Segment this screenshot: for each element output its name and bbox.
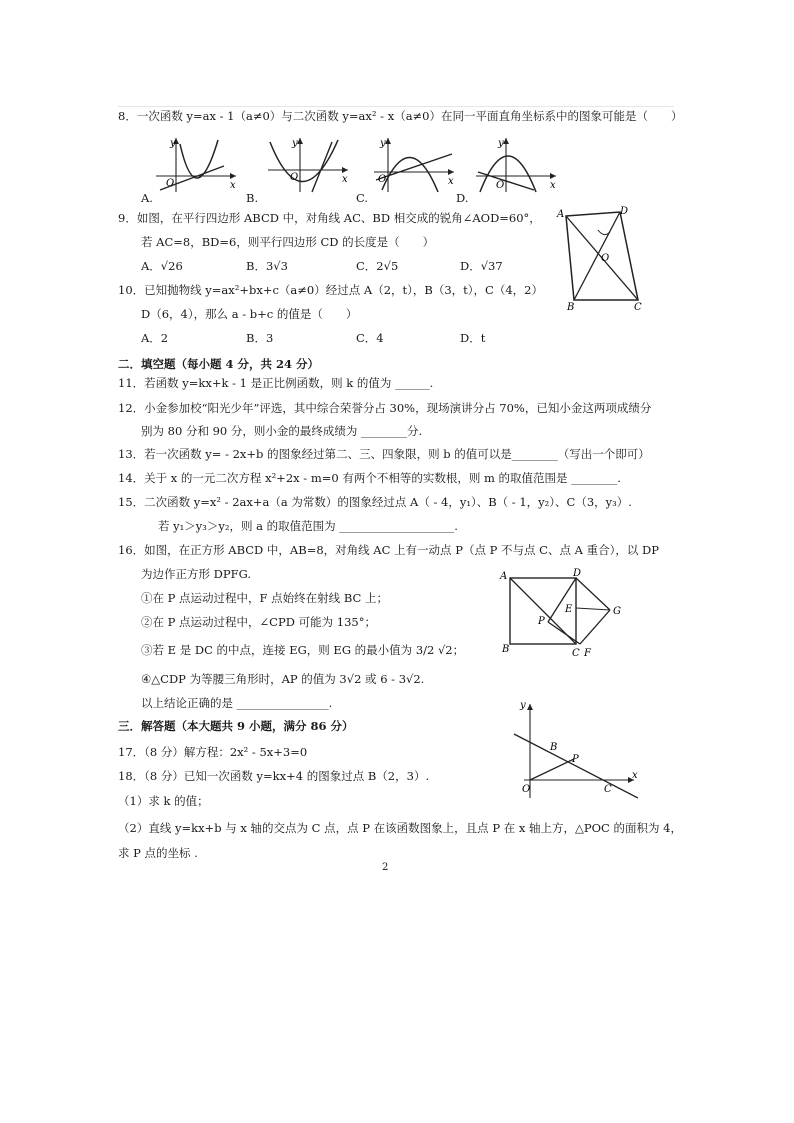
q8-option-c[interactable]: C. (356, 191, 369, 205)
q18-coordinate-figure (508, 698, 642, 802)
q14-text: 14．关于 x 的一元二次方程 x²+2x - m=0 有两个不相等的实数根，则 m 的取值范围是 ________. (118, 471, 621, 485)
q16-label-a: A (500, 571, 508, 582)
q9-line2: 若 AC=8，BD=6，则平行四边形 CD 的长度是（ ） (141, 235, 435, 249)
q18-label-x: x (632, 770, 638, 781)
q10-option-c[interactable]: C．4 (356, 331, 384, 345)
q16-statement-2: ②在 P 点运动过程中，∠CPD 可能为 135°； (141, 615, 376, 629)
page-number: 2 (382, 862, 389, 873)
q16-label-e: E (565, 604, 573, 615)
q8-option-d[interactable]: D. (456, 191, 469, 205)
q16-label-g: G (613, 606, 621, 617)
q18-part2-line1: （2）直线 y=kx+b 与 x 轴的交点为 C 点，点 P 在该函数图象上，且点 P 在 x 轴上方，△POC 的面积为 4， (118, 821, 682, 835)
q16-label-b: B (502, 644, 510, 655)
q10-option-d[interactable]: D．t (460, 331, 486, 345)
q8-stem: 8．一次函数 y=ax - 1（a≠0）与二次函数 y=ax² - x（a≠0）在同一平面直角坐标系中的图象可能是（ ） (118, 109, 683, 123)
q16-label-d: D (573, 568, 582, 579)
q9-option-c[interactable]: C．2√5 (356, 259, 399, 273)
q12-line1: 12．小金参加校“阳光少年”评选，其中综合荣誉分占 30%，现场演讲分占 70%，已知小金这两项成绩分 (118, 401, 652, 415)
q18-part1: （1）求 k 的值； (118, 794, 209, 808)
q16-statement-4: ④△CDP 为等腰三角形时，AP 的值为 3√2 或 6 - 3√2. (141, 672, 425, 686)
q8d-y-label: y (498, 138, 504, 149)
q10-option-b[interactable]: B．3 (246, 331, 274, 345)
section3-heading: 三．解答题（本大题共 9 小题，满分 86 分） (118, 719, 354, 733)
q8-option-a[interactable]: A. (141, 191, 153, 205)
q16-label-c: C (572, 648, 580, 659)
q16-line2: 为边作正方形 DPFG. (141, 567, 252, 581)
q8-graph-b (262, 134, 352, 194)
q9-option-a[interactable]: A．√26 (141, 259, 183, 273)
q8c-origin-label: O (378, 174, 387, 185)
q9-option-d[interactable]: D．√37 (460, 259, 503, 273)
q17-text: 17．（8 分）解方程：2x² - 5x+3=0 (118, 745, 308, 759)
q16-label-f: F (584, 648, 591, 659)
q18-label-o: O (522, 784, 531, 795)
q16-square-figure (496, 566, 636, 662)
q10-line1: 10．已知抛物线 y=ax²+bx+c（a≠0）经过点 A（2，t），B（3，t），C（4，2） (118, 283, 543, 297)
q18-label-p: P (572, 754, 579, 765)
q9-option-b[interactable]: B．3√3 (246, 259, 288, 273)
q9-label-d: D (620, 206, 629, 217)
q8a-origin-label: O (166, 178, 175, 189)
q18-line1: 18．（8 分）已知一次函数 y=kx+4 的图象过点 B（2，3）. (118, 769, 430, 783)
q16-label-p: P (538, 616, 545, 627)
header-rule (118, 106, 674, 107)
q16-statement-1: ①在 P 点运动过程中，F 点始终在射线 BC 上； (141, 591, 388, 605)
q8a-x-label: x (230, 180, 236, 191)
q13-text: 13．若一次函数 y= - 2x+b 的图象经过第二、三、四象限，则 b 的值可以是________（写出一个即可） (118, 447, 650, 461)
q8b-origin-label: O (290, 172, 299, 183)
q8a-y-label: y (170, 138, 176, 149)
q16-conclusion: 以上结论正确的是 ________________. (141, 696, 333, 710)
q18-label-c: C (604, 784, 612, 795)
q10-line2: D（6，4），那么 a - b+c 的值是（ ） (141, 307, 358, 321)
q8c-y-label: y (380, 138, 386, 149)
q9-label-b: B (567, 302, 575, 313)
q8-graph-c (368, 134, 458, 194)
q8-graph-d (470, 134, 560, 194)
section2-heading: 二．填空题（每小题 4 分，共 24 分） (118, 357, 320, 371)
q16-statement-3: ③若 E 是 DC 的中点，连接 EG，则 EG 的最小值为 3/2 √2； (141, 643, 465, 657)
q8-option-b[interactable]: B. (246, 191, 259, 205)
q11-text: 11．若函数 y=kx+k - 1 是正比例函数，则 k 的值为 ______. (118, 376, 434, 390)
q15-line2: 若 y₁＞y₃＞y₂，则 a 的取值范围为 ____________________. (158, 519, 458, 533)
q16-line1: 16．如图，在正方形 ABCD 中，AB=8，对角线 AC 上有一动点 P（点 P 不与点 C、点 A 重合），以 DP (118, 543, 659, 557)
q8-graph-a (150, 134, 240, 194)
q8b-x-label: x (342, 174, 348, 185)
q9-parallelogram-figure (554, 204, 654, 314)
q8d-origin-label: O (496, 180, 505, 191)
q18-part2-line2: 求 P 点的坐标 . (118, 846, 198, 860)
q18-label-b: B (550, 742, 558, 753)
q8d-x-label: x (550, 180, 556, 191)
q8c-x-label: x (448, 176, 454, 187)
q12-line2: 别为 80 分和 90 分，则小金的最终成绩为 ________分. (141, 424, 423, 438)
q9-line1: 9．如图，在平行四边形 ABCD 中，对角线 AC、BD 相交成的锐角∠AOD=60°， (118, 211, 541, 225)
q9-label-a: A (557, 209, 565, 220)
q9-label-o: O (601, 253, 610, 264)
q9-label-c: C (634, 302, 642, 313)
q18-label-y: y (520, 700, 526, 711)
q10-option-a[interactable]: A．2 (141, 331, 169, 345)
q8b-y-label: y (292, 138, 298, 149)
q15-line1: 15．二次函数 y=x² - 2ax+a（a 为常数）的图象经过点 A（ - 4，y₁）、B（ - 1，y₂）、C（3，y₃）. (118, 495, 632, 509)
